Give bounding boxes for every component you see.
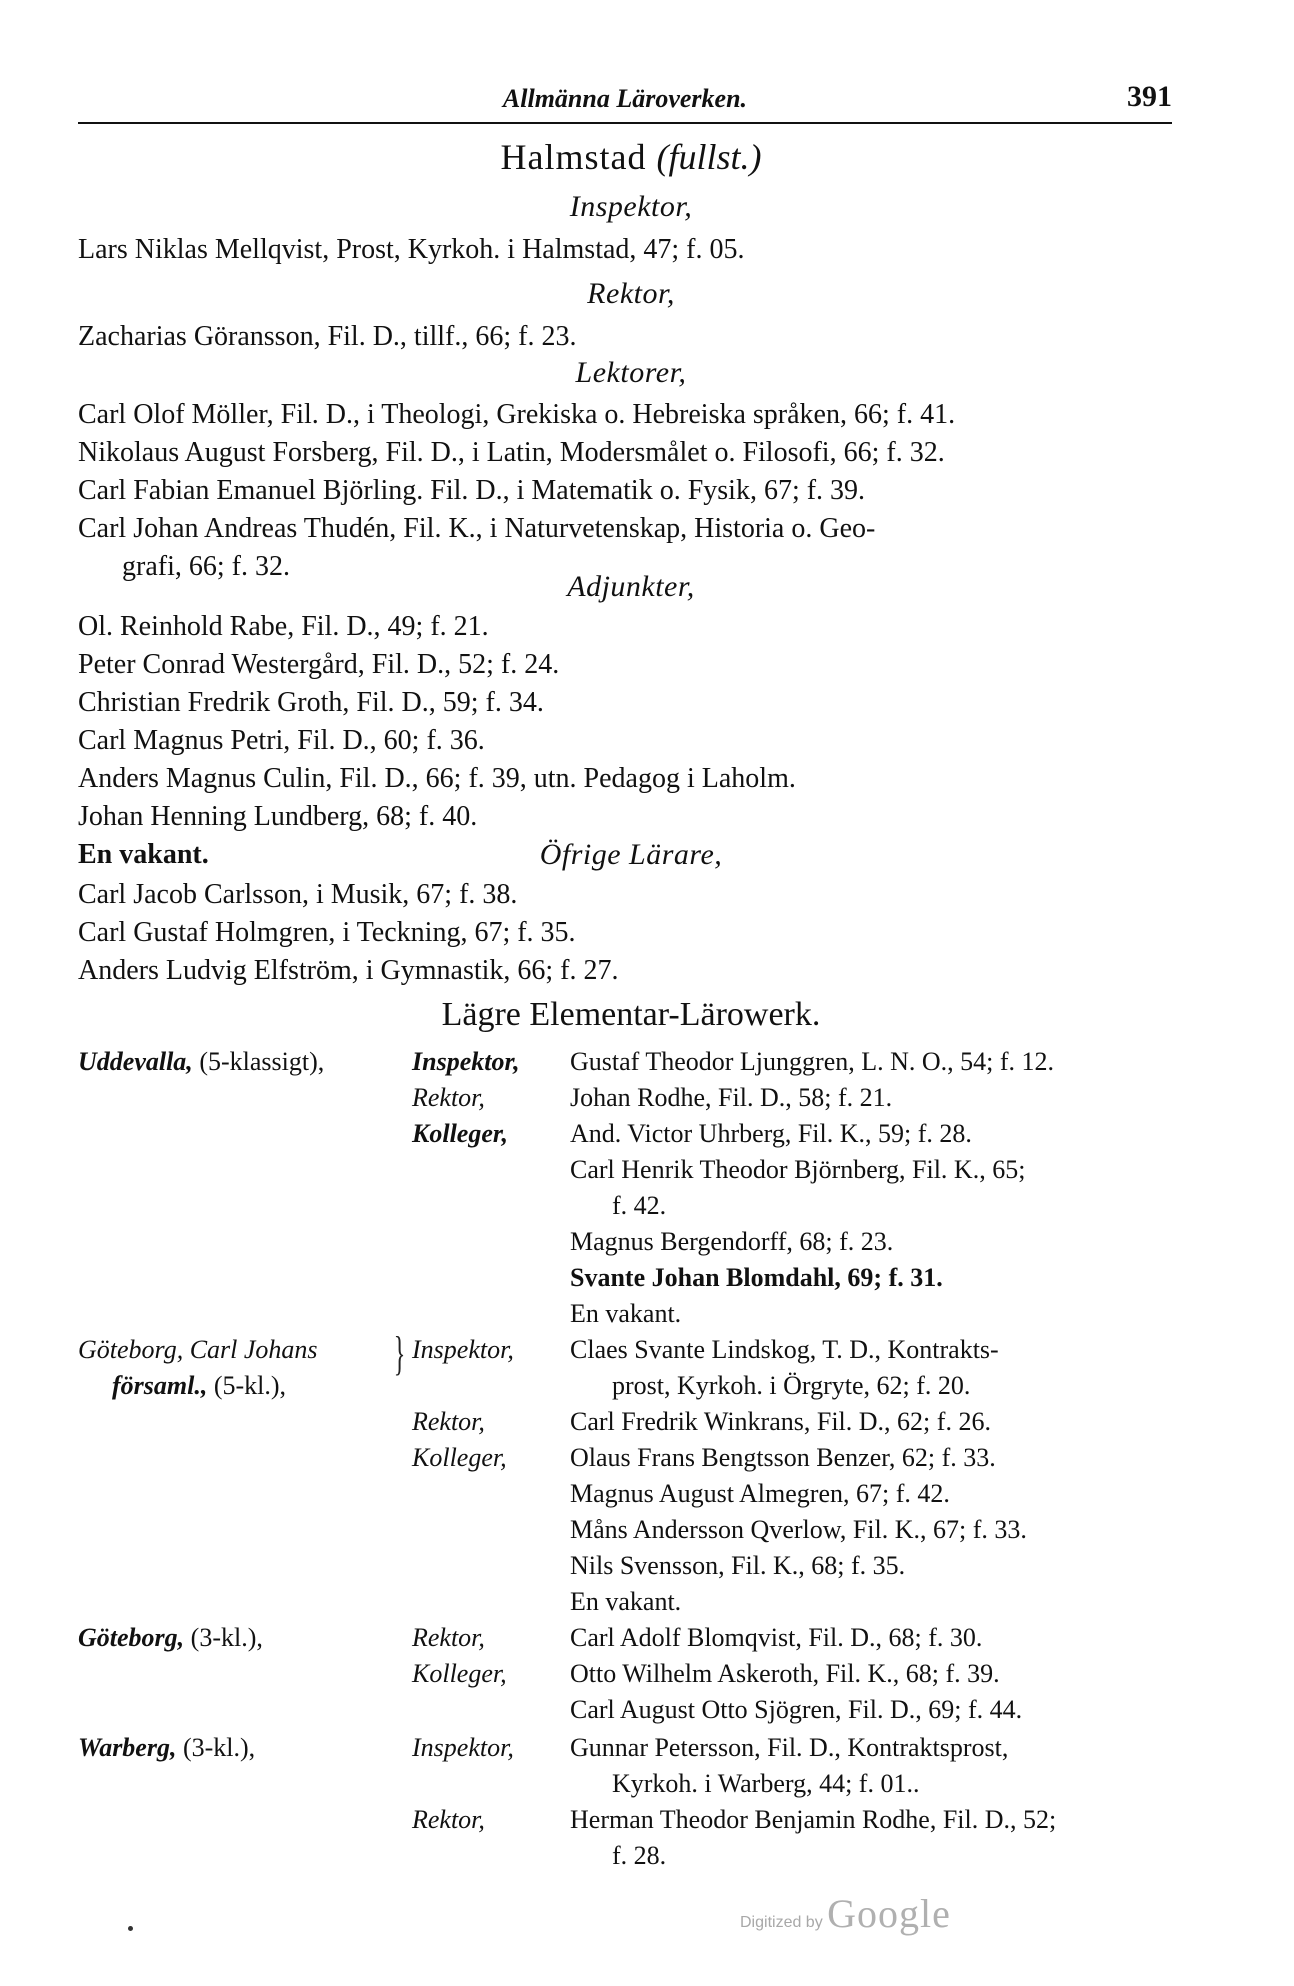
uddevalla-kolleger-role: Kolleger, bbox=[412, 1119, 509, 1148]
warberg-name: Warberg, bbox=[78, 1733, 177, 1762]
halmstad-heading bbox=[78, 136, 1184, 178]
uddevalla-rektor: Johan Rodhe, Fil. D., 58; f. 21. bbox=[570, 1083, 893, 1112]
goteborg-cj-inspektor-role: Inspektor, bbox=[412, 1335, 514, 1364]
warberg-inspektor: Gunnar Petersson, Fil. D., Kontraktsprost, bbox=[570, 1733, 1009, 1762]
larare-entry: Anders Ludvig Elfström, i Gymnastik, 66; f. 27. bbox=[78, 955, 619, 986]
goteborg-3-kolleger-role: Kolleger, bbox=[412, 1659, 507, 1688]
kollega-entry: Carl August Otto Sjögren, Fil. D., 69; f. 44. bbox=[570, 1695, 1023, 1724]
inspektor-heading: Inspektor, bbox=[569, 190, 693, 223]
page-header bbox=[78, 78, 1172, 124]
goteborg-cj-kind: (5-kl.), bbox=[213, 1371, 287, 1400]
goteborg-cj-school-line1: Göteborg, Carl Johans bbox=[78, 1335, 318, 1364]
goteborg-cj-inspektor: Claes Svante Lindskog, T. D., Kontrakts- bbox=[570, 1335, 999, 1364]
warberg-rektor-continued: f. 28. bbox=[612, 1841, 667, 1870]
warberg-inspektor-continued: Kyrkoh. i Warberg, 44; f. 01.. bbox=[612, 1769, 920, 1798]
lektor-entry: Carl Fabian Emanuel Björling. Fil. D., i Matematik o. Fysik, 67; f. 39. bbox=[78, 475, 866, 506]
ofrige-list bbox=[78, 876, 1184, 990]
halmstad-rektor: Zacharias Göransson, Fil. D., tillf., 66; f. 23. bbox=[78, 321, 577, 352]
goteborg-3-kind: (3-kl.), bbox=[190, 1623, 263, 1652]
digitized-by-watermark bbox=[740, 1890, 951, 1937]
adjunkt-entry: Carl Magnus Petri, Fil. D., 60; f. 36. bbox=[78, 725, 485, 756]
adjunkter-list bbox=[78, 608, 1184, 874]
halmstad-title: Halmstad bbox=[500, 137, 647, 177]
kollega-entry: And. Victor Uhrberg, Fil. K., 59; f. 28. bbox=[570, 1119, 972, 1148]
ofrige-heading: Öfrige Lärare, bbox=[539, 838, 723, 871]
adjunkt-entry: Peter Conrad Westergård, Fil. D., 52; f. 24. bbox=[78, 649, 560, 680]
uddevalla-rektor-role: Rektor, bbox=[412, 1083, 485, 1112]
halmstad-title-suffix: (fullst.) bbox=[656, 137, 762, 177]
lektorer-list bbox=[78, 396, 1184, 586]
goteborg-3-rektor: Carl Adolf Blomqvist, Fil. D., 68; f. 30. bbox=[570, 1623, 983, 1652]
lektor-entry: Carl Johan Andreas Thudén, Fil. K., i Naturvetenskap, Historia o. Geo- bbox=[78, 513, 876, 544]
goteborg-3-rektor-role: Rektor, bbox=[412, 1623, 485, 1652]
warberg-rektor-role: Rektor, bbox=[412, 1805, 485, 1834]
lektorer-heading: Lektorer, bbox=[575, 356, 687, 389]
warberg-rektor: Herman Theodor Benjamin Rodhe, Fil. D., 52; bbox=[570, 1805, 1057, 1834]
lektor-entry: Carl Olof Möller, Fil. D., i Theologi, Grekiska o. Hebreiska språken, 66; f. 41. bbox=[78, 399, 956, 430]
adjunkt-entry: Johan Henning Lundberg, 68; f. 40. bbox=[78, 801, 478, 832]
kollega-entry: Nils Svensson, Fil. K., 68; f. 35. bbox=[570, 1551, 906, 1580]
goteborg-3-name: Göteborg, bbox=[78, 1623, 185, 1652]
larare-entry: Carl Gustaf Holmgren, i Teckning, 67; f. 35. bbox=[78, 917, 576, 948]
kollega-entry-continued: f. 42. bbox=[612, 1191, 667, 1220]
goteborg-cj-rektor-role: Rektor, bbox=[412, 1407, 485, 1436]
uddevalla-inspektor: Gustaf Theodor Ljunggren, L. N. O., 54; f. 12. bbox=[570, 1047, 1055, 1076]
kollega-entry: En vakant. bbox=[570, 1587, 682, 1616]
brace-icon: } bbox=[393, 1327, 406, 1380]
uddevalla-kind: (5-klassigt), bbox=[199, 1047, 325, 1076]
google-logo: Google bbox=[827, 1891, 951, 1936]
halmstad-inspektor: Lars Niklas Mellqvist, Prost, Kyrkoh. i Halmstad, 47; f. 05. bbox=[78, 234, 745, 265]
goteborg-cj-forsaml: församl., bbox=[112, 1371, 208, 1400]
adjunkt-entry: Ol. Reinhold Rabe, Fil. D., 49; f. 21. bbox=[78, 611, 489, 642]
warberg-inspektor-role: Inspektor, bbox=[412, 1733, 514, 1762]
kollega-entry: Otto Wilhelm Askeroth, Fil. K., 68; f. 39. bbox=[570, 1659, 1000, 1688]
warberg-kind: (3-kl.), bbox=[182, 1733, 256, 1762]
uddevalla-name: Uddevalla, bbox=[78, 1047, 193, 1076]
kollega-entry: En vakant. bbox=[570, 1299, 682, 1328]
page-number: 391 bbox=[1127, 80, 1172, 113]
lektor-entry-continued: grafi, 66; f. 32. bbox=[122, 551, 290, 582]
kollega-entry: Magnus August Almegren, 67; f. 42. bbox=[570, 1479, 950, 1508]
running-title: Allmänna Läroverken. bbox=[502, 84, 748, 113]
adjunkt-entry: En vakant. bbox=[78, 839, 209, 870]
uddevalla-school bbox=[78, 1044, 324, 1080]
kollega-entry: Svante Johan Blomdahl, 69; f. 31. bbox=[570, 1263, 943, 1292]
goteborg-cj-kolleger-role: Kolleger, bbox=[412, 1443, 507, 1472]
digitized-label: Digitized by bbox=[740, 1914, 823, 1931]
adjunkt-entry: Christian Fredrik Groth, Fil. D., 59; f. 34. bbox=[78, 687, 544, 718]
lagre-heading: Lägre Elementar-Lärowerk. bbox=[441, 996, 821, 1033]
rektor-heading: Rektor, bbox=[587, 277, 675, 310]
warberg-school bbox=[78, 1730, 255, 1766]
ink-speck bbox=[128, 1926, 133, 1931]
goteborg-cj-rektor: Carl Fredrik Winkrans, Fil. D., 62; f. 26. bbox=[570, 1407, 991, 1436]
uddevalla-inspektor-role: Inspektor, bbox=[412, 1047, 520, 1076]
adjunkt-entry: Anders Magnus Culin, Fil. D., 66; f. 39, utn. Pedagog i Laholm. bbox=[78, 763, 796, 794]
goteborg-cj-school-line2 bbox=[112, 1368, 286, 1404]
goteborg-cj-inspektor-continued: prost, Kyrkoh. i Örgryte, 62; f. 20. bbox=[612, 1371, 971, 1400]
kollega-entry: Magnus Bergendorff, 68; f. 23. bbox=[570, 1227, 894, 1256]
adjunkter-heading: Adjunkter, bbox=[567, 570, 695, 603]
kollega-entry: Olaus Frans Bengtsson Benzer, 62; f. 33. bbox=[570, 1443, 996, 1472]
goteborg-3-school bbox=[78, 1620, 263, 1656]
kollega-entry: Carl Henrik Theodor Björnberg, Fil. K., 65; bbox=[570, 1155, 1026, 1184]
lektor-entry: Nikolaus August Forsberg, Fil. D., i Latin, Modersmålet o. Filosofi, 66; f. 32. bbox=[78, 437, 945, 468]
larare-entry: Carl Jacob Carlsson, i Musik, 67; f. 38. bbox=[78, 879, 518, 910]
kollega-entry: Måns Andersson Qverlow, Fil. K., 67; f. 33. bbox=[570, 1515, 1027, 1544]
